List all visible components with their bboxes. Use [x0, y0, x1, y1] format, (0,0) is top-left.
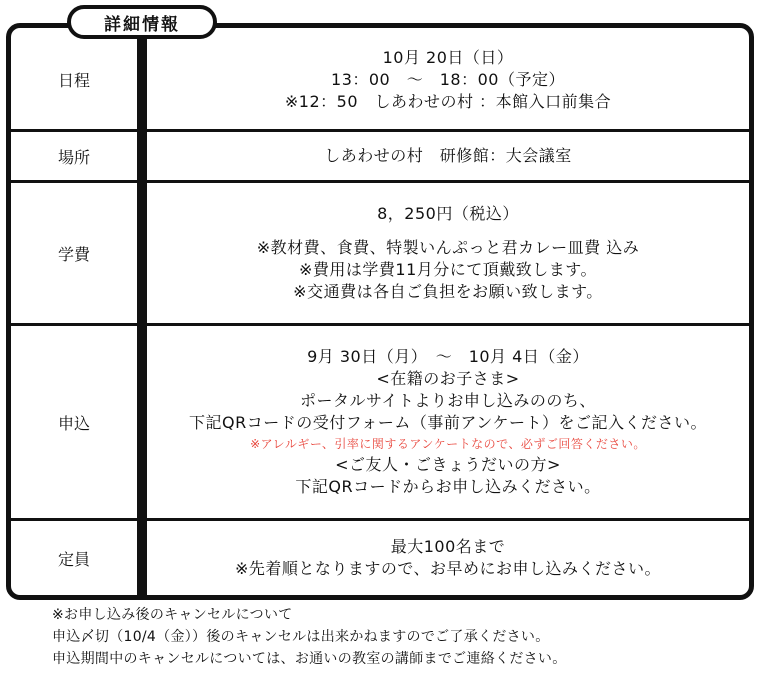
- fee-includes: ※教材費、食費、特製いんぷっと君カレー皿費 込み: [256, 238, 640, 257]
- section-title-tab: [67, 5, 217, 39]
- fee-transport: ※交通費は各自ご負担をお願い致します。: [293, 282, 603, 301]
- schedule-content: [147, 30, 749, 129]
- section-title: 詳細情報: [104, 14, 180, 35]
- fee-content: [147, 183, 749, 323]
- schedule-meeting: ※12：50 しあわせの村 ：本館入口前集合: [284, 91, 612, 111]
- capacity-content: [147, 521, 749, 595]
- venue-label-text: 場所: [57, 147, 90, 167]
- capacity-label-text: 定員: [57, 549, 90, 569]
- apply-allergy-note: ※アレルギー、引率に関するアンケートなので、必ずご回答ください。: [250, 437, 646, 451]
- schedule-label: [11, 30, 137, 129]
- column-divider: [137, 23, 147, 600]
- cancellation-heading: ※お申し込み後のキャンセルについて: [52, 607, 293, 623]
- venue-text: しあわせの村 研修館：大会議室: [324, 146, 572, 165]
- venue-label: [11, 132, 137, 180]
- schedule-label-text: 日程: [57, 71, 90, 90]
- apply-label: [11, 326, 137, 518]
- apply-enrolled-heading: <在籍のお子さま>: [376, 369, 520, 388]
- apply-content: [147, 326, 749, 518]
- fee-billing: ※費用は学費11月分にて頂戴致します。: [299, 260, 597, 279]
- venue-content: [147, 132, 749, 180]
- cancellation-contact: 申込期間中のキャンセルについては、お通いの教室の講師までご連絡ください。: [52, 651, 567, 667]
- apply-period: 9月 30日（月） ～ 10月 4日（金）: [307, 347, 589, 366]
- apply-label-text: 申込: [57, 413, 90, 433]
- schedule-date: 10月 20日（日）: [382, 47, 514, 67]
- cancellation-deadline: 申込〆切（10/4（金））後のキャンセルは出来かねますのでご了承ください。: [52, 629, 550, 645]
- capacity-max: 最大100名まで: [390, 537, 506, 556]
- apply-friends-heading: <ご友人・ごきょうだいの方>: [335, 455, 561, 474]
- capacity-note: ※先着順となりますので、お早めにお申し込みください。: [234, 559, 662, 578]
- apply-friends-step: 下記QRコードからお申し込みください。: [295, 477, 601, 496]
- cancellation-notes: [52, 604, 567, 670]
- fee-label: [11, 183, 137, 323]
- fee-amount: 8，250円（税込）: [377, 204, 519, 223]
- apply-enrolled-step1: ポータルサイトよりお申し込みののち、: [300, 391, 596, 410]
- fee-label-text: 学費: [57, 244, 90, 264]
- capacity-label: [11, 521, 137, 595]
- apply-enrolled-step2: 下記QRコードの受付フォーム（事前アンケート）をご記入ください。: [189, 413, 707, 432]
- schedule-time: 13：00 ～ 18：00（予定）: [331, 69, 565, 89]
